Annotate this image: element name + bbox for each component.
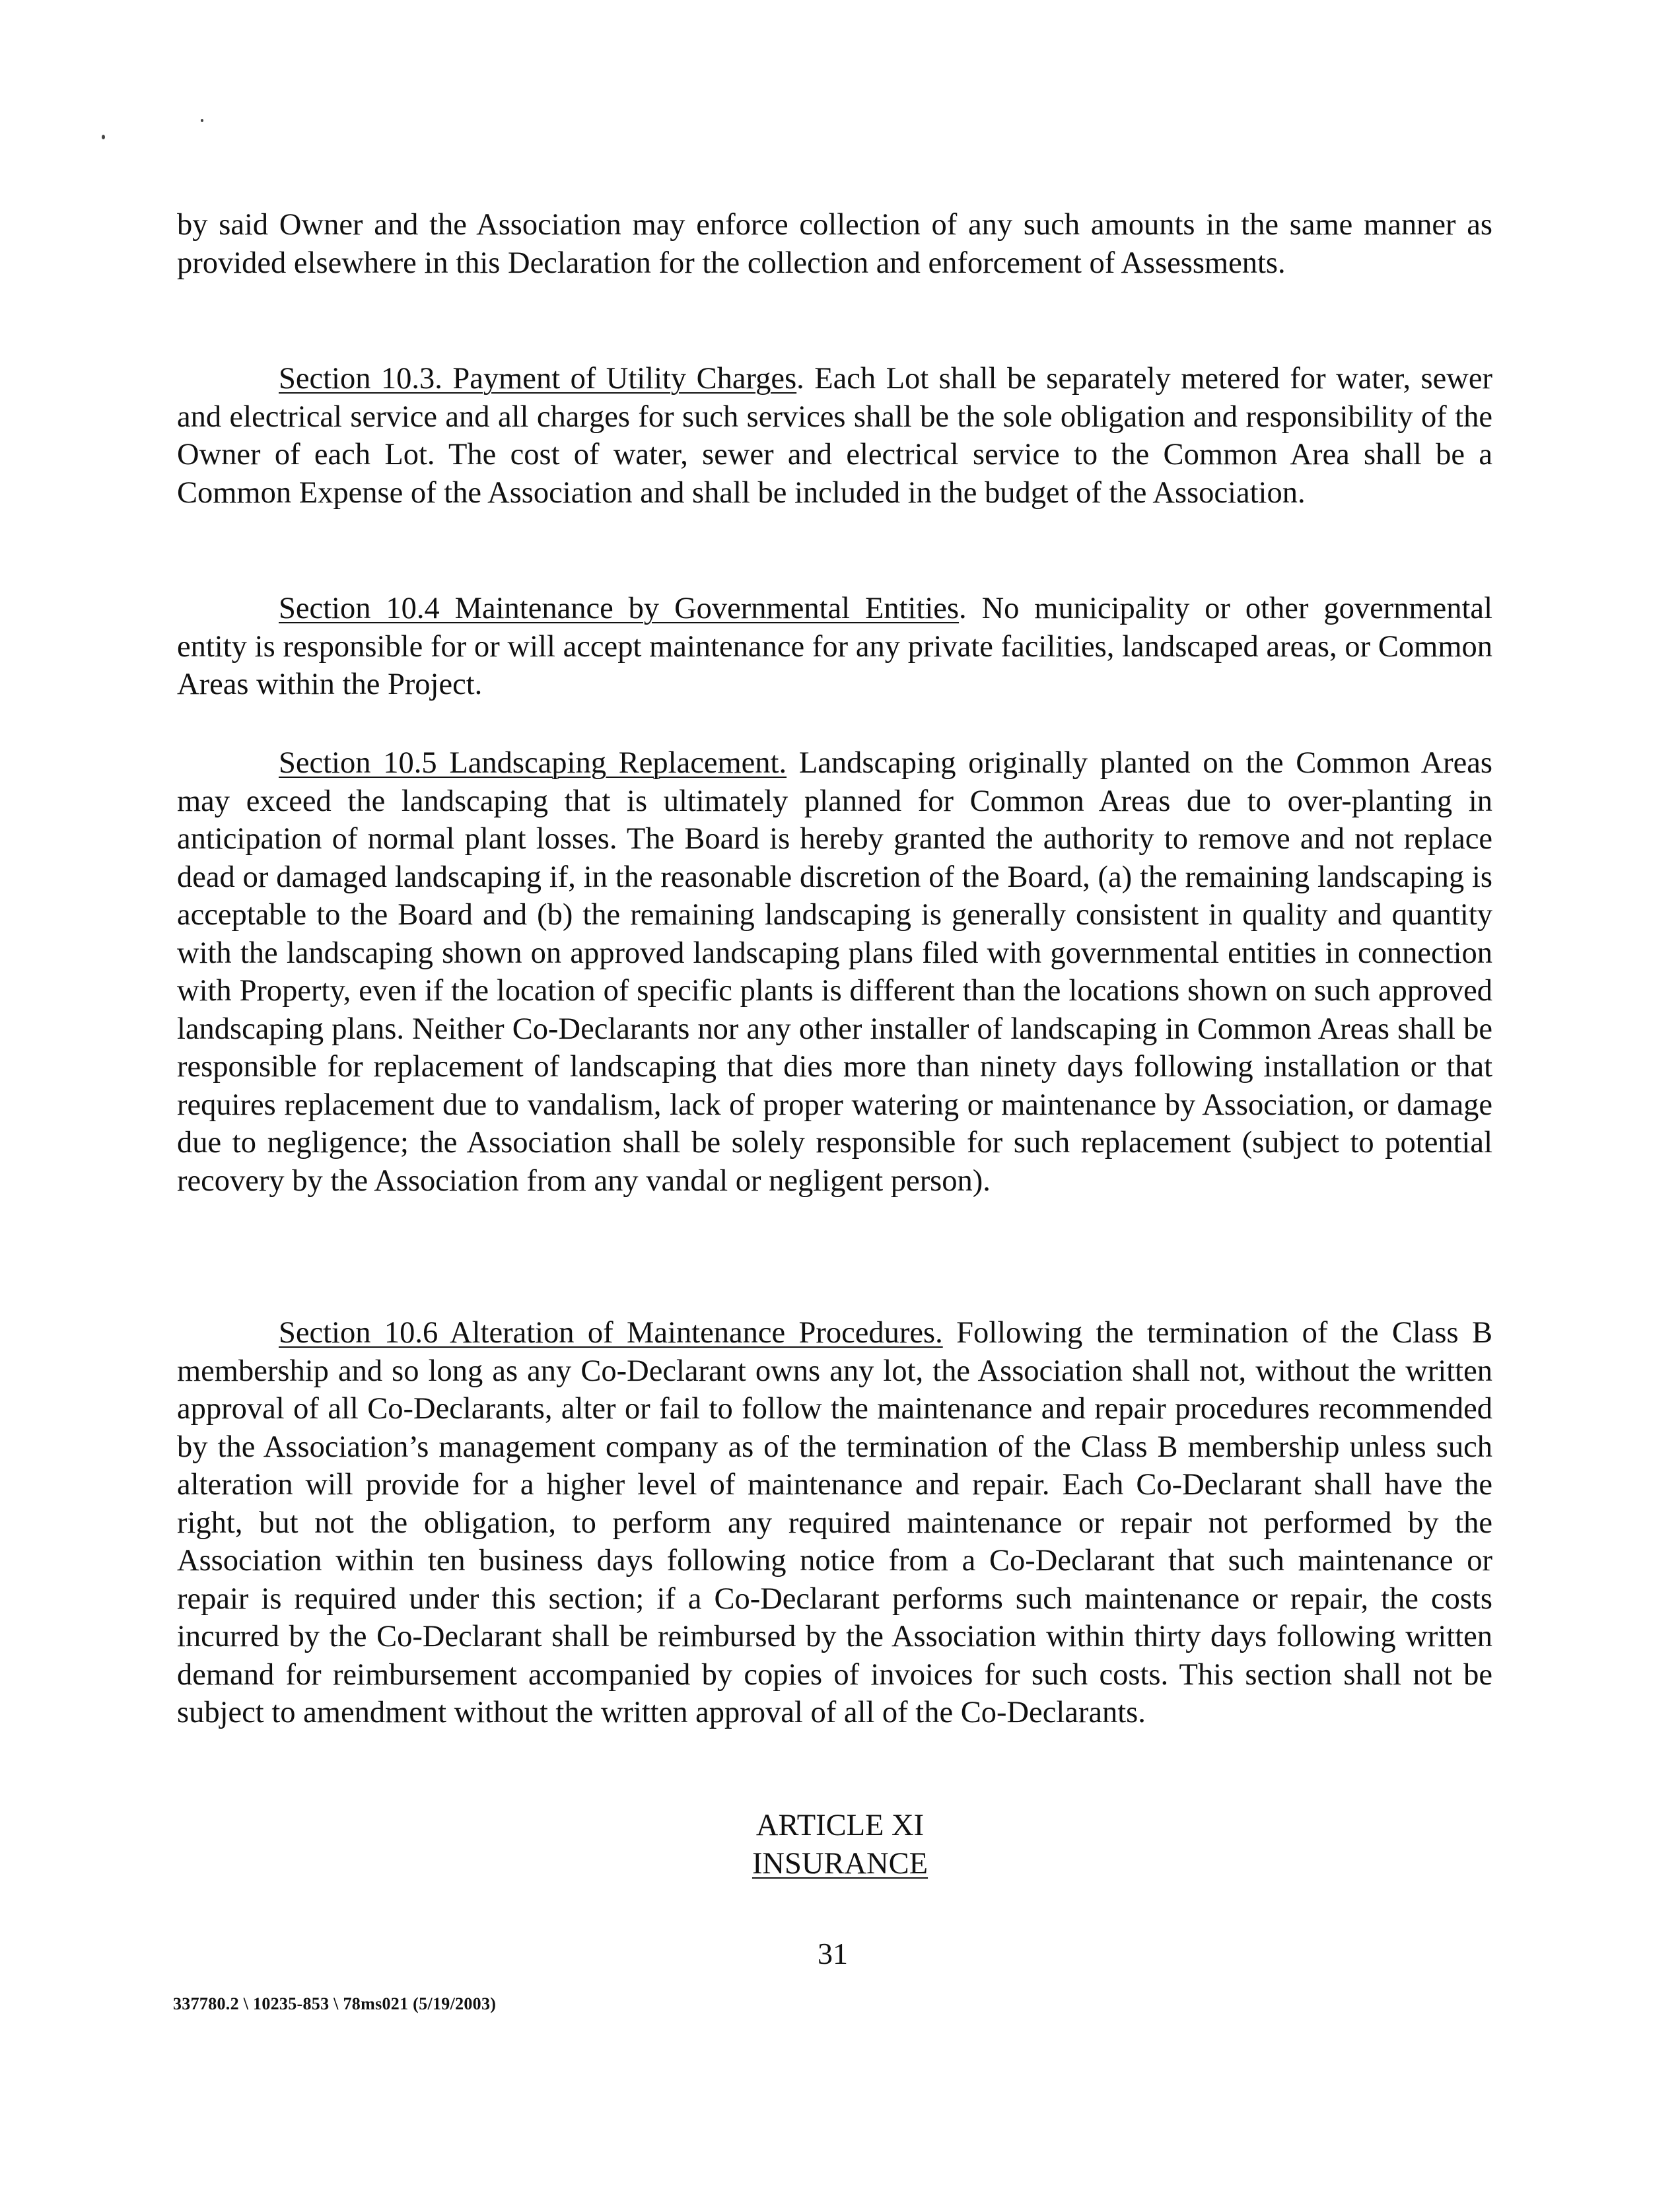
paragraph-text: by said Owner and the Association may enforce collection of any such amounts in the same manner as provided elsewhere in this Declaration for the collection and enforcement of Assessments.: [177, 208, 1492, 280]
section-text: Following the termination of the Class B membership and so long as any Co-Declarant owns any lot, the Association shall not, without the written approval of all Co-Declarants, alter or fail to follow the maintenance and repair procedures recommended by the Association’s management company as of the termination of the Class B membership unless such alteration will provide for a higher level of maintenance and repair. Each Co-Declarant shall have the right, but not the obligation, to perform any required maintenance or repair not performed by the Association within ten business days following notice from a Co-Declarant that such maintenance or repair is required under this section; if a Co-Declarant performs such maintenance or repair, the costs incurred by the Co-Declarant shall be reimbursed by the Association within thirty days following written demand for reimbursement accompanied by copies of invoices for such costs. This section shall not be subject to amendment without the written approval of all of the Co-Declarants.: [177, 1316, 1492, 1729]
section-10-4: [177, 590, 1492, 704]
section-text: Landscaping originally planted on the Common Areas may exceed the landscaping that is ultimately planned for Common Areas due to over-planting in anticipation of normal plant losses. The Board is hereby granted the authority to remove and not replace dead or damaged landscaping if, in the reasonable discretion of the Board, (a) the remaining landscaping is acceptable to the Board and (b) the remaining landscaping is generally consistent in quality and quantity with the landscaping shown on approved landscaping plans filed with governmental entities in connection with Property, even if the location of specific plants is different than the locations shown on such approved landscaping plans. Neither Co-Declarants nor any other installer of landscaping in Common Areas shall be responsible for replacement of landscaping that dies more than ninety days following installation or that requires replacement due to vandalism, lack of proper watering or maintenance by Association, or damage due to negligence; the Association shall be solely responsible for such replacement (subject to potential recovery by the Association from any vandal or negligent person).: [177, 746, 1493, 1198]
section-heading: Section 10.4 Maintenance by Governmental Entities: [279, 592, 960, 625]
section-text: . No municipality or other governmental entity is responsible for or will accept maintenance for any private facilities, landscaped areas, or Common Areas within the Project.: [177, 592, 1492, 701]
scan-speck: [201, 119, 203, 122]
section-10-5: [177, 744, 1492, 1200]
section-10-6: [177, 1314, 1492, 1732]
scan-speck: [102, 135, 105, 139]
article-title: INSURANCE: [752, 1847, 928, 1881]
article-number: ARTICLE XI: [755, 1809, 925, 1842]
paragraph-continuation: [177, 206, 1492, 282]
section-10-3: [177, 360, 1492, 512]
section-heading: Section 10.5 Landscaping Replacement.: [279, 746, 787, 780]
section-heading: Section 10.6 Alteration of Maintenance Procedures.: [279, 1316, 943, 1350]
section-text: . Each Lot shall be separately metered for water, sewer and electrical service and all charges for such services shall be the sole obligation and responsibility of the Owner of each Lot. The cost of water, sewer and electrical service to the Common Area shall be a Common Expense of the Association and shall be included in the budget of the Association.: [177, 362, 1492, 510]
section-heading: Section 10.3. Payment of Utility Charges: [279, 362, 797, 396]
document-id: 337780.2 \ 10235-853 \ 78ms021 (5/19/2003): [173, 1994, 497, 2013]
page-number: 31: [818, 1937, 848, 1970]
